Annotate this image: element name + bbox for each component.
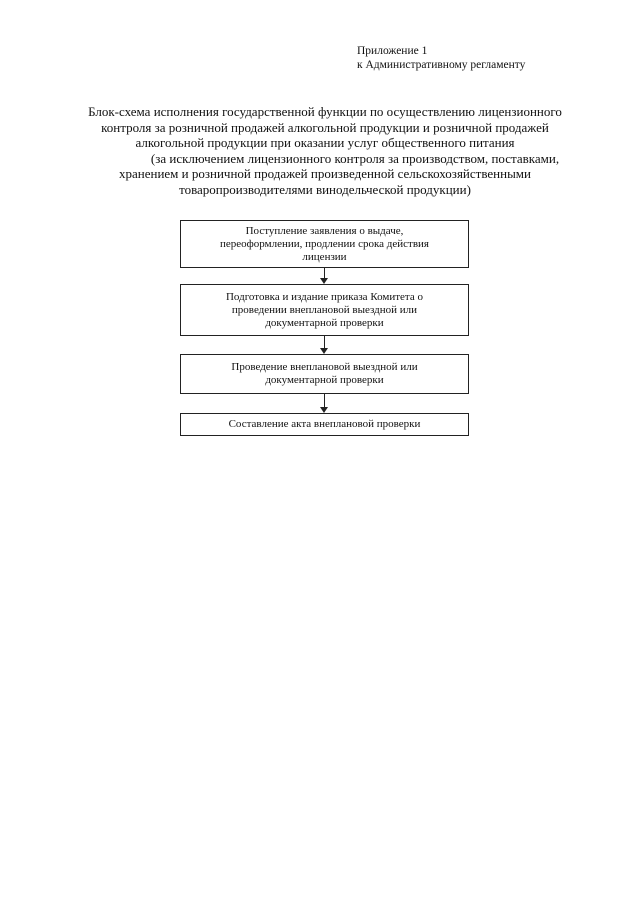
title-line: хранением и розничной продажей произведенной сельскохозяйственными <box>119 166 531 181</box>
flow-arrow-icon <box>318 268 330 284</box>
step-text-line: документарной проверки <box>265 374 384 386</box>
step-text-line: Составление акта внеплановой проверки <box>228 418 421 430</box>
step-text-line: Проведение внеплановой выездной или <box>231 361 418 373</box>
flowchart-step-order <box>180 284 469 336</box>
title-line: Блок-схема исполнения государственной функции по осуществлению лицензионного <box>88 104 562 119</box>
step-text-line: лицензии <box>302 250 347 263</box>
annex-line-1: Приложение 1 <box>357 45 428 57</box>
step-text-line: переоформлении, продлении срока действия <box>220 237 429 250</box>
annex-note <box>357 44 525 72</box>
flow-arrow-icon <box>318 394 330 413</box>
title-line: (за исключением лицензионного контроля за производством, поставками, <box>150 150 560 166</box>
step-text-line: Подготовка и издание приказа Комитета о <box>225 290 424 303</box>
annex-line-2: к Административному регламенту <box>357 59 526 71</box>
flowchart-step-application <box>180 220 469 268</box>
flowchart-step-inspection <box>180 354 469 394</box>
flowchart-step-act <box>180 413 469 436</box>
step-text-line: проведении внеплановой выездной или <box>231 303 418 316</box>
step-text-line: Поступление заявления о выдаче, <box>245 224 404 237</box>
title-line: контроля за розничной продажей алкогольной продукции и розничной продажей <box>101 119 549 135</box>
title-line: товаропроизводителями винодельческой продукции) <box>179 181 471 197</box>
title-line: алкогольной продукции при оказании услуг общественного питания <box>135 135 515 150</box>
step-text-line: документарной проверки <box>265 316 384 329</box>
flow-arrow-icon <box>318 336 330 354</box>
document-title <box>40 104 610 197</box>
